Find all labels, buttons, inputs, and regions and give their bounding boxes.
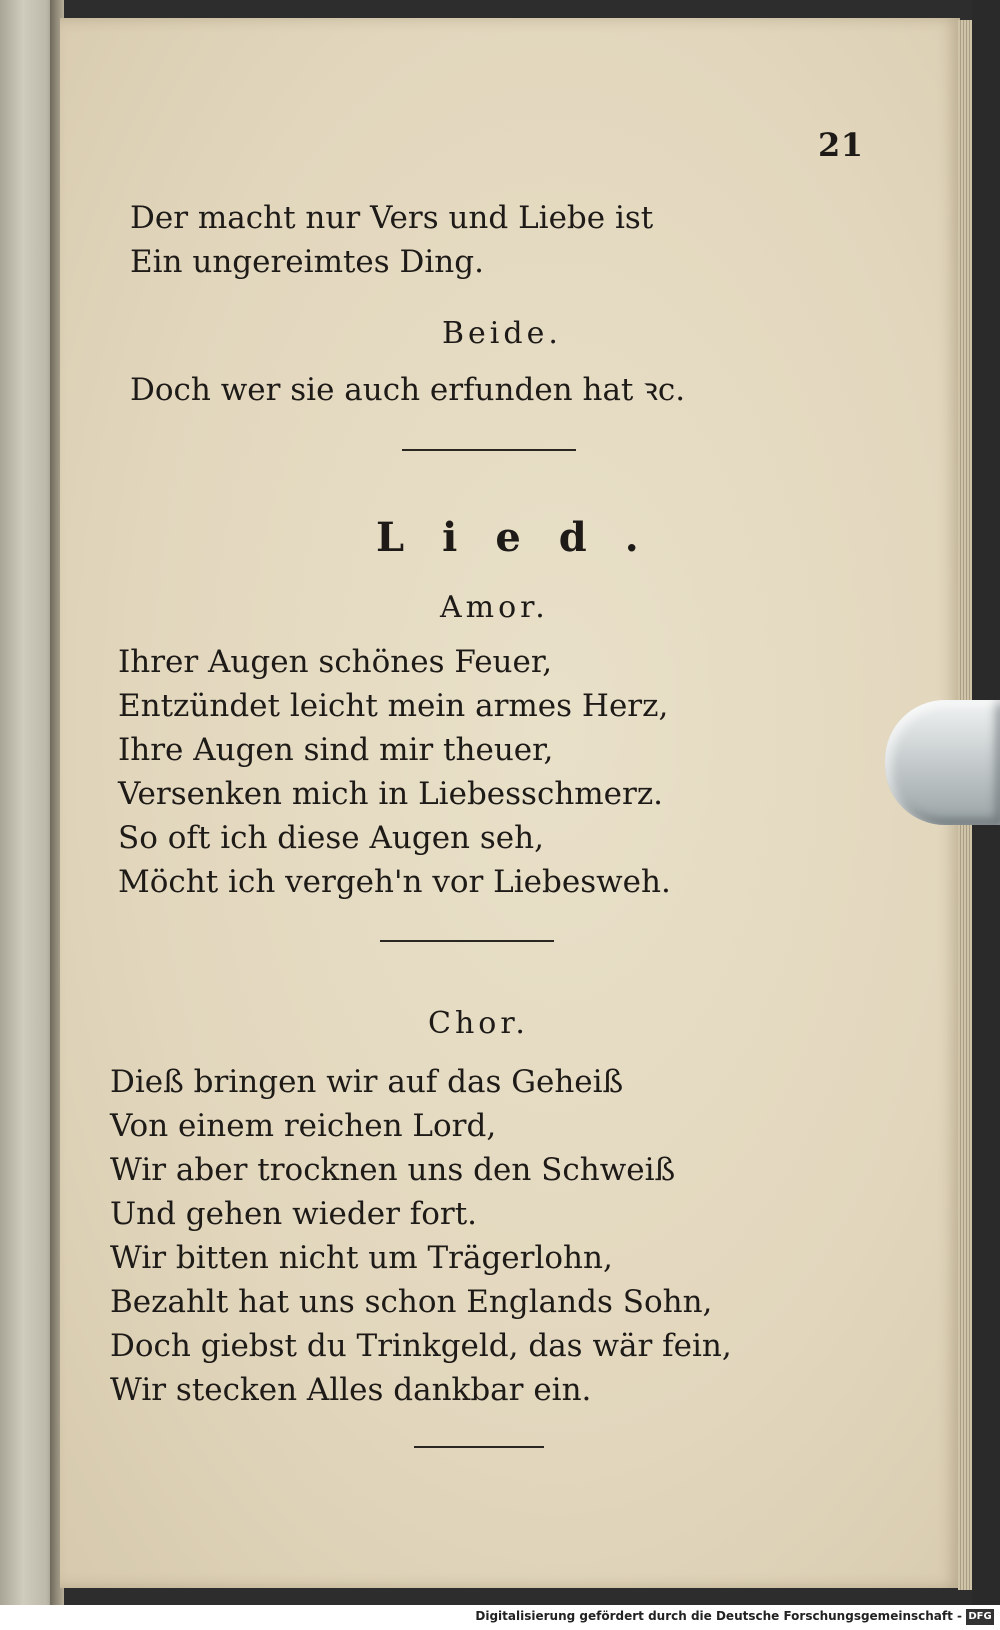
footer-credit-text: Digitalisierung gefördert durch die Deutsche Forschungsgemeinschaft - — [475, 1609, 962, 1623]
page-clip — [885, 700, 1000, 825]
verse-line: Wir stecken Alles dankbar ein. — [110, 1372, 592, 1408]
verse-stanza-3 — [118, 640, 671, 904]
verse-line: Dieß bringen wir auf das Geheiß — [110, 1064, 624, 1100]
verse-line: Von einem reichen Lord, — [110, 1108, 497, 1144]
verse-line: Doch wer sie auch erfunden hat ꝛc. — [130, 372, 686, 408]
digitization-footer — [0, 1605, 1000, 1630]
speaker-label-amor: Amor. — [440, 590, 549, 625]
verse-line: Wir bitten nicht um Trägerlohn, — [110, 1240, 613, 1276]
verse-line: Der macht nur Vers und Liebe ist — [130, 200, 654, 236]
verse-line: Ihrer Augen schönes Feuer, — [118, 644, 553, 680]
verse-line: Ein ungereimtes Ding. — [130, 244, 484, 280]
verse-stanza-4 — [110, 1060, 732, 1412]
verse-stanza-2 — [130, 368, 685, 412]
verse-line: So oft ich diese Augen seh, — [118, 820, 544, 856]
verse-line: Doch giebst du Trinkgeld, das wär fein, — [110, 1328, 732, 1364]
verse-line: Und gehen wieder fort. — [110, 1196, 478, 1232]
verse-line: Wir aber trocknen uns den Schweiß — [110, 1152, 676, 1188]
verse-stanza-1 — [130, 196, 653, 284]
song-title: Lied. — [376, 514, 677, 561]
verse-line: Entzündet leicht mein armes Herz, — [118, 688, 669, 724]
verse-line: Ihre Augen sind mir theuer, — [118, 732, 554, 768]
section-divider — [380, 940, 554, 942]
speaker-label-chor: Chor. — [428, 1006, 529, 1041]
section-divider — [402, 449, 576, 451]
verse-line: Versenken mich in Liebesschmerz. — [118, 776, 664, 812]
speaker-label-beide: Beide. — [442, 316, 562, 351]
section-divider — [414, 1446, 544, 1448]
page-number: 21 — [818, 126, 864, 164]
verse-line: Möcht ich vergeh'n vor Liebesweh. — [118, 864, 671, 900]
verse-line: Bezahlt hat uns schon Englands Sohn, — [110, 1284, 713, 1320]
dfg-logo: DFG — [966, 1609, 994, 1625]
